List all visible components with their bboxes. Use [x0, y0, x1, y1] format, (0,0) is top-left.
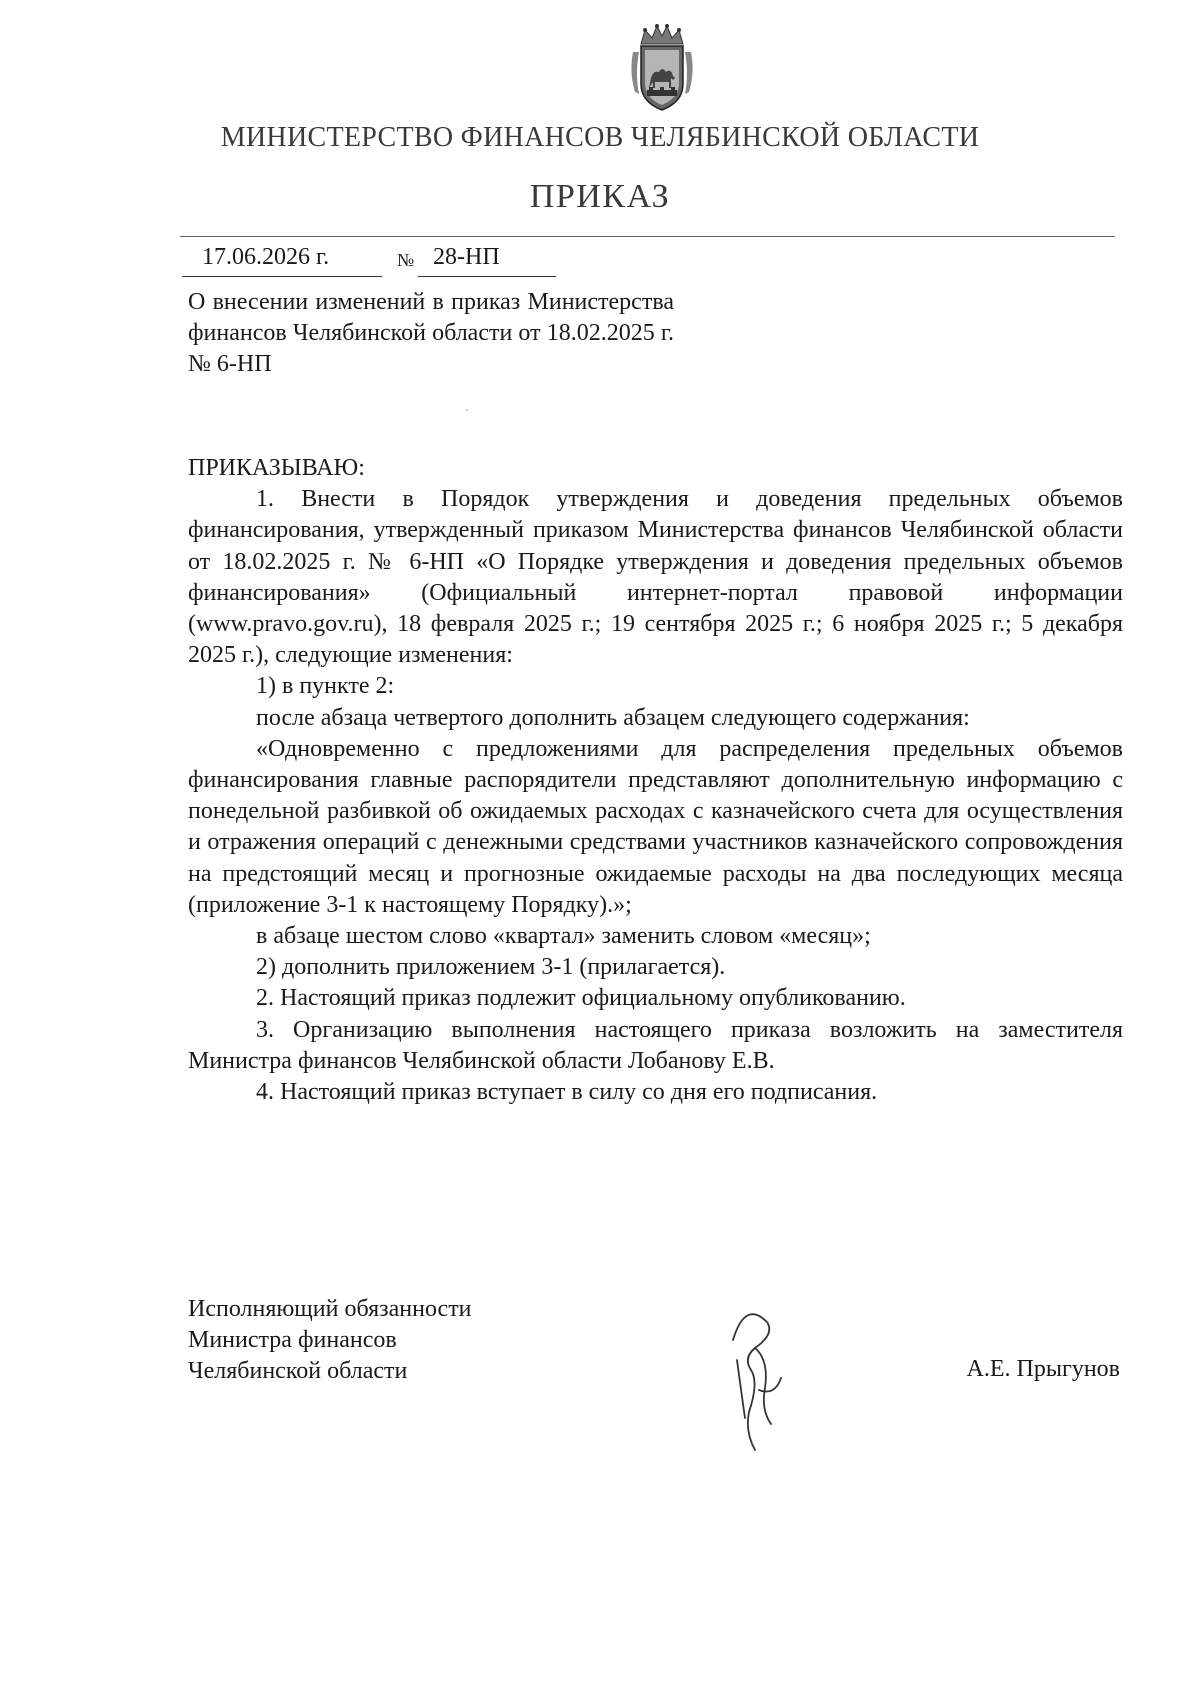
paragraph-4: 4. Настоящий приказ вступает в силу со дня его подписания. — [256, 1079, 878, 1106]
paragraph-1-sub-1-b: в абзаце шестом слово «квартал» заменить словом «месяц»; — [256, 923, 871, 950]
coat-of-arms-icon — [627, 22, 697, 114]
ministry-name: МИНИСТЕРСТВО ФИНАНСОВ ЧЕЛЯБИНСКОЙ ОБЛАСТИ — [220, 122, 980, 153]
signatory-title-line: Исполняющий обязанности — [188, 1296, 472, 1322]
signatory-title — [188, 1294, 472, 1387]
order-number: 28-НП — [433, 244, 500, 270]
order-body — [188, 453, 1123, 1108]
paragraph-2: 2. Настоящий приказ подлежит официальному опубликованию. — [256, 985, 906, 1012]
order-subject: О внесении изменений в приказ Министерства финансов Челябинской области от 18.02.2025 г. № 6-НП — [188, 289, 674, 377]
paragraph-1: 1. Внести в Порядок утверждения и доведения предельных объемов финансирования, утвержденный приказом Министерства финансов Челябинской области от 18.02.2025 г. № 6-НП «О Порядке утверждения и доведения предельных объемов финансирования» (Официальный интернет-портал правовой информации (www.pravo.gov.ru), 18 февраля 2025 г.; 19 сентября 2025 г.; 6 ноября 2025 г.; 5 декабря 2025 г.), следующие изменения: — [188, 486, 1123, 669]
inserted-paragraph: «Одновременно с предложениями для распределения предельных объемов финансирования главные распорядители представляют дополнительную информацию с понедельной разбивкой об ожидаемых расходах с казначейского счета для осуществления и отражения операций с денежными средствами участников казначейского сопровождения на предстоящий месяц и прогнозные ожидаемые расходы на два последующих месяца (приложение 3-1 к настоящему Порядку).»; — [188, 735, 1123, 918]
paragraph-1-sub-2: 2) дополнить приложением 3-1 (прилагается). — [256, 954, 726, 981]
number-sign: № — [397, 250, 415, 270]
date-underline — [182, 276, 382, 277]
paragraph-1-sub-1-a: после абзаца четвертого дополнить абзацем следующего содержания: — [256, 704, 970, 731]
paragraph-3: 3. Организацию выполнения настоящего приказа возложить на заместителя Министра финансов Челябинской области Лобанову Е.В. — [188, 1016, 1123, 1074]
order-word: ПРИКАЗЫВАЮ: — [188, 455, 365, 481]
signatory-name: А.Е. Прыгунов — [966, 1356, 1120, 1382]
signatory-title-line: Челябинской области — [188, 1358, 408, 1384]
signatory-title-line: Министра финансов — [188, 1327, 397, 1353]
header-divider — [180, 236, 1115, 237]
handwritten-signature — [725, 1300, 787, 1460]
number-underline — [418, 276, 556, 277]
order-date: 17.06.2026 г. — [202, 244, 330, 270]
document-type: ПРИКАЗ — [529, 178, 671, 215]
paragraph-1-sub-1: 1) в пункте 2: — [256, 673, 395, 700]
scan-speck — [466, 409, 468, 411]
